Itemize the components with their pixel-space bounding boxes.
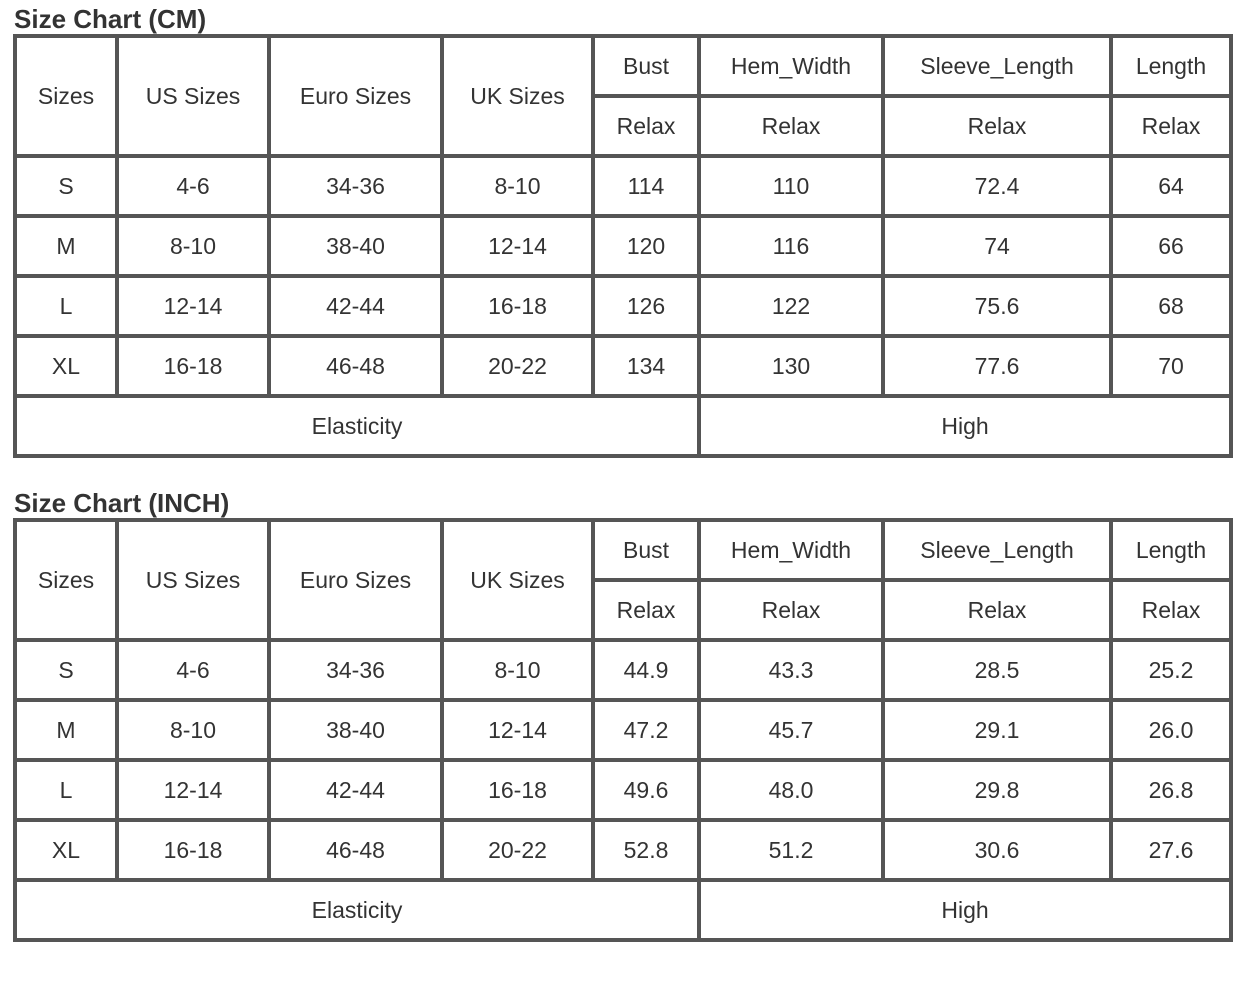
cell-sleeve-length: 77.6 bbox=[883, 336, 1111, 396]
cell-us-size: 12-14 bbox=[117, 276, 269, 336]
fit-sleeve-length: Relax bbox=[883, 96, 1111, 156]
cell-size: L bbox=[15, 760, 117, 820]
header-length: Length bbox=[1111, 36, 1231, 96]
fit-length: Relax bbox=[1111, 96, 1231, 156]
header-hem-width: Hem_Width bbox=[699, 36, 883, 96]
cell-us-size: 4-6 bbox=[117, 156, 269, 216]
header-length: Length bbox=[1111, 520, 1231, 580]
size-chart-inch bbox=[13, 488, 1233, 942]
cell-us-size: 8-10 bbox=[117, 216, 269, 276]
header-euro-sizes: Euro Sizes bbox=[269, 36, 442, 156]
cell-euro-size: 42-44 bbox=[269, 276, 442, 336]
cell-length: 68 bbox=[1111, 276, 1231, 336]
cell-size: M bbox=[15, 216, 117, 276]
cell-us-size: 4-6 bbox=[117, 640, 269, 700]
cell-us-size: 12-14 bbox=[117, 760, 269, 820]
cell-size: S bbox=[15, 640, 117, 700]
size-table-cm bbox=[13, 34, 1233, 458]
cell-bust: 126 bbox=[593, 276, 699, 336]
cell-sleeve-length: 29.8 bbox=[883, 760, 1111, 820]
cell-size: L bbox=[15, 276, 117, 336]
cell-bust: 47.2 bbox=[593, 700, 699, 760]
cell-hem-width: 51.2 bbox=[699, 820, 883, 880]
cell-bust: 49.6 bbox=[593, 760, 699, 820]
table-row bbox=[15, 820, 1231, 880]
cell-us-size: 8-10 bbox=[117, 700, 269, 760]
header-sleeve-length: Sleeve_Length bbox=[883, 36, 1111, 96]
cell-hem-width: 43.3 bbox=[699, 640, 883, 700]
cell-euro-size: 34-36 bbox=[269, 640, 442, 700]
cell-uk-size: 8-10 bbox=[442, 156, 593, 216]
elasticity-label: Elasticity bbox=[15, 880, 699, 940]
cell-euro-size: 46-48 bbox=[269, 336, 442, 396]
cell-size: XL bbox=[15, 820, 117, 880]
cell-length: 26.8 bbox=[1111, 760, 1231, 820]
fit-hem-width: Relax bbox=[699, 580, 883, 640]
cell-euro-size: 38-40 bbox=[269, 700, 442, 760]
header-sleeve-length: Sleeve_Length bbox=[883, 520, 1111, 580]
cell-length: 66 bbox=[1111, 216, 1231, 276]
header-row bbox=[15, 520, 1231, 580]
cell-length: 64 bbox=[1111, 156, 1231, 216]
header-euro-sizes: Euro Sizes bbox=[269, 520, 442, 640]
header-bust: Bust bbox=[593, 36, 699, 96]
header-row bbox=[15, 36, 1231, 96]
cell-hem-width: 130 bbox=[699, 336, 883, 396]
elasticity-label: Elasticity bbox=[15, 396, 699, 456]
header-sizes: Sizes bbox=[15, 36, 117, 156]
cell-bust: 120 bbox=[593, 216, 699, 276]
cell-bust: 134 bbox=[593, 336, 699, 396]
table-row bbox=[15, 336, 1231, 396]
cell-uk-size: 20-22 bbox=[442, 820, 593, 880]
cell-hem-width: 110 bbox=[699, 156, 883, 216]
cell-euro-size: 34-36 bbox=[269, 156, 442, 216]
header-bust: Bust bbox=[593, 520, 699, 580]
table-row bbox=[15, 640, 1231, 700]
elasticity-value: High bbox=[699, 396, 1231, 456]
table-row bbox=[15, 216, 1231, 276]
cell-uk-size: 8-10 bbox=[442, 640, 593, 700]
cell-length: 70 bbox=[1111, 336, 1231, 396]
table-row bbox=[15, 760, 1231, 820]
cell-uk-size: 16-18 bbox=[442, 760, 593, 820]
elasticity-row bbox=[15, 880, 1231, 940]
header-us-sizes: US Sizes bbox=[117, 36, 269, 156]
cell-hem-width: 116 bbox=[699, 216, 883, 276]
cell-euro-size: 42-44 bbox=[269, 760, 442, 820]
cell-size: M bbox=[15, 700, 117, 760]
cell-length: 25.2 bbox=[1111, 640, 1231, 700]
cell-bust: 52.8 bbox=[593, 820, 699, 880]
cell-size: XL bbox=[15, 336, 117, 396]
cell-us-size: 16-18 bbox=[117, 336, 269, 396]
fit-sleeve-length: Relax bbox=[883, 580, 1111, 640]
cell-hem-width: 48.0 bbox=[699, 760, 883, 820]
cell-sleeve-length: 29.1 bbox=[883, 700, 1111, 760]
fit-bust: Relax bbox=[593, 96, 699, 156]
fit-bust: Relax bbox=[593, 580, 699, 640]
header-hem-width: Hem_Width bbox=[699, 520, 883, 580]
cell-uk-size: 12-14 bbox=[442, 216, 593, 276]
cell-length: 26.0 bbox=[1111, 700, 1231, 760]
cell-hem-width: 122 bbox=[699, 276, 883, 336]
cell-euro-size: 38-40 bbox=[269, 216, 442, 276]
table-row bbox=[15, 156, 1231, 216]
table-row bbox=[15, 700, 1231, 760]
header-us-sizes: US Sizes bbox=[117, 520, 269, 640]
size-chart-cm bbox=[13, 4, 1233, 458]
elasticity-value: High bbox=[699, 880, 1231, 940]
fit-length: Relax bbox=[1111, 580, 1231, 640]
cell-sleeve-length: 28.5 bbox=[883, 640, 1111, 700]
cell-sleeve-length: 72.4 bbox=[883, 156, 1111, 216]
cell-bust: 44.9 bbox=[593, 640, 699, 700]
cell-euro-size: 46-48 bbox=[269, 820, 442, 880]
chart-title-cm: Size Chart (CM) bbox=[14, 4, 207, 34]
cell-hem-width: 45.7 bbox=[699, 700, 883, 760]
size-table-inch bbox=[13, 518, 1233, 942]
cell-sleeve-length: 30.6 bbox=[883, 820, 1111, 880]
cell-bust: 114 bbox=[593, 156, 699, 216]
header-uk-sizes: UK Sizes bbox=[442, 36, 593, 156]
cell-length: 27.6 bbox=[1111, 820, 1231, 880]
cell-size: S bbox=[15, 156, 117, 216]
fit-hem-width: Relax bbox=[699, 96, 883, 156]
cell-uk-size: 12-14 bbox=[442, 700, 593, 760]
cell-sleeve-length: 75.6 bbox=[883, 276, 1111, 336]
chart-title-inch: Size Chart (INCH) bbox=[14, 488, 230, 518]
table-row bbox=[15, 276, 1231, 336]
header-sizes: Sizes bbox=[15, 520, 117, 640]
cell-uk-size: 16-18 bbox=[442, 276, 593, 336]
cell-us-size: 16-18 bbox=[117, 820, 269, 880]
cell-uk-size: 20-22 bbox=[442, 336, 593, 396]
elasticity-row bbox=[15, 396, 1231, 456]
header-uk-sizes: UK Sizes bbox=[442, 520, 593, 640]
cell-sleeve-length: 74 bbox=[883, 216, 1111, 276]
